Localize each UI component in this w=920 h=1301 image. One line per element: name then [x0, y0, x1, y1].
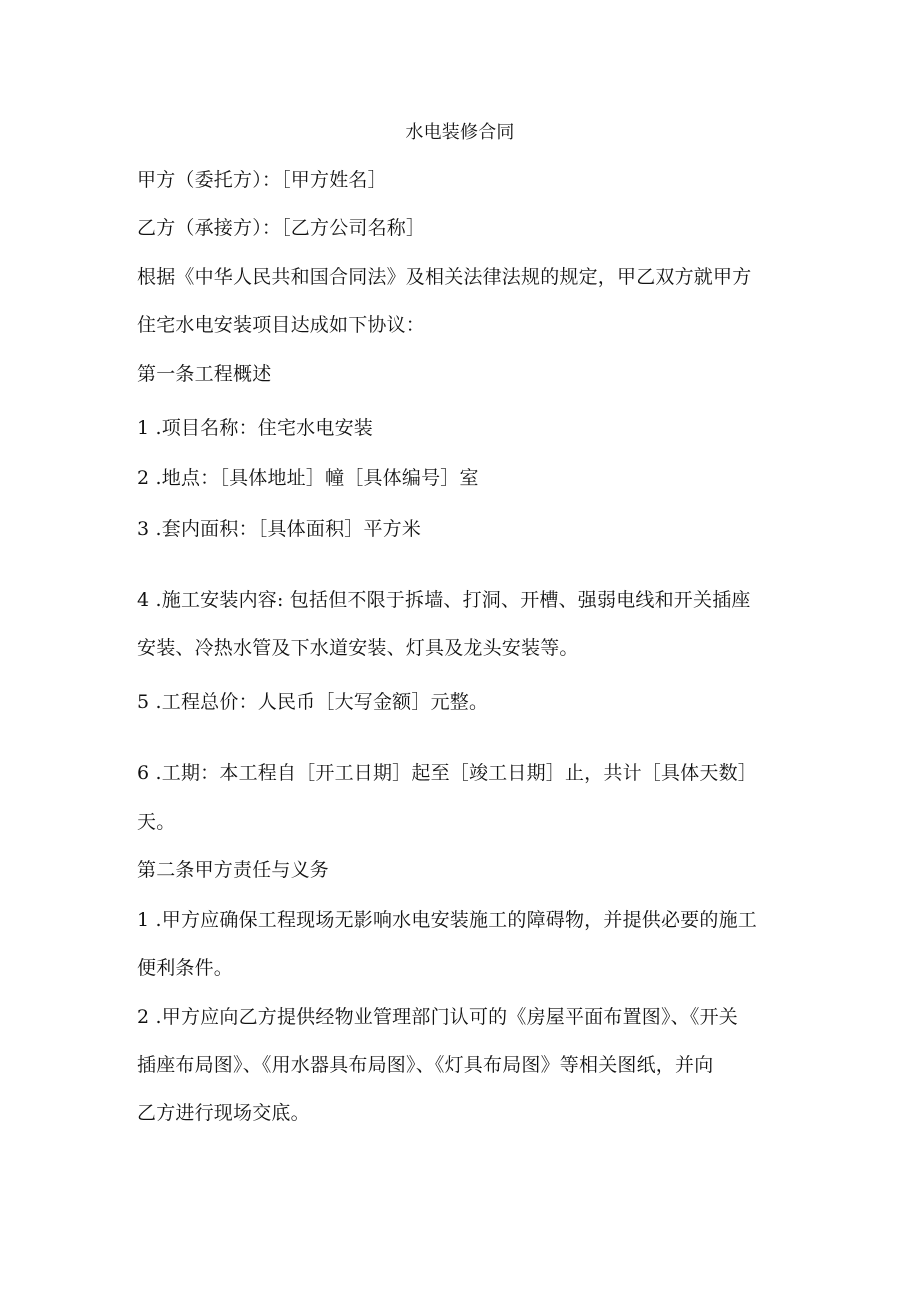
article1-item4-line2: 安装、冷热水管及下水道安装、灯具及龙头安装等。 — [137, 637, 579, 659]
preamble-line-1: 根据《中华人民共和国合同法》及相关法律法规的规定，甲乙双方就甲方 — [137, 266, 752, 288]
article2-item2-line1: 2 .甲方应向乙方提供经物业管理部门认可的《房屋平面布置图》、《开关 — [137, 1006, 738, 1028]
article1-item6-line2: 天。 — [137, 811, 176, 833]
article1-item4-line1: 4 .施工安装内容: 包括但不限于拆墙、打洞、开槽、强弱电线和开关插座 — [137, 589, 751, 611]
document-title: 水电装修合同 — [405, 122, 515, 143]
article1-item5: 5 .工程总价：人民币［大写金额］元整。 — [137, 691, 489, 713]
article2-item2-line2: 插座布局图》、《用水器具布局图》、《灯具布局图》等相关图纸，并向 — [137, 1054, 714, 1076]
article2-heading: 第二条甲方责任与义务 — [137, 859, 330, 881]
party-b-line: 乙方（承接方）：［乙方公司名称］ — [137, 217, 426, 239]
party-a-line: 甲方（委托方）：［甲方姓名］ — [137, 169, 387, 191]
article2-item1-line2: 便利条件。 — [137, 957, 234, 979]
article1-item2: 2 .地点：［具体地址］幢［具体编号］室 — [137, 467, 479, 489]
article1-item3: 3 .套内面积：［具体面积］平方米 — [137, 518, 422, 540]
article1-heading: 第一条工程概述 — [137, 363, 272, 385]
article1-item1: 1 .项目名称：住宅水电安装 — [137, 417, 373, 439]
article1-item6-line1: 6 .工期：本工程自［开工日期］起至［竣工日期］止，共计［具体天数］ — [137, 762, 757, 784]
article2-item2-line3: 乙方进行现场交底。 — [137, 1102, 310, 1124]
article2-item1-line1: 1 .甲方应确保工程现场无影响水电安装施工的障碍物，并提供必要的施工 — [137, 909, 757, 931]
preamble-line-2: 住宅水电安装项目达成如下协议： — [137, 314, 426, 336]
